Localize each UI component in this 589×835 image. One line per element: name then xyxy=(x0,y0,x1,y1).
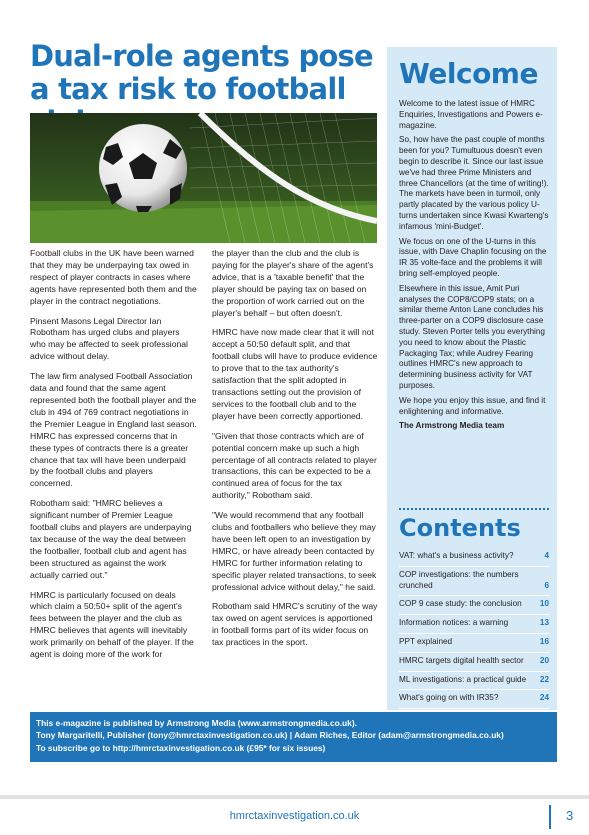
welcome-paragraph: So, how have the past couple of months been for you? Tumultuous doesn't even begin to describe it. Since our last issue we've had three Prime Ministers and three Chancellors (at the time of writing!). The markets have been in turmoil, only partly placated by the various policy U-turns undertaken since Kwasi Kwarteng's infamous 'mini-Budget'. xyxy=(399,135,549,231)
welcome-text xyxy=(399,99,551,436)
footer-site-link[interactable]: hmrctaxinvestigation.co.uk xyxy=(229,810,360,822)
page-number-divider xyxy=(549,805,551,829)
article-paragraph: HMRC have now made clear that it will not accept a 50:50 default split, and that football clubs will have to produce evidence to prove that to the tax authority's satisfaction that the split adopted in transactions setting out the provision of services to the football club and to the player have been correctly apportioned. xyxy=(212,327,378,421)
football-illustration xyxy=(30,113,377,243)
welcome-sidebar xyxy=(387,47,557,710)
page-number: 3 xyxy=(566,808,574,823)
footer-divider xyxy=(0,795,589,799)
contents-item-page: 13 xyxy=(539,618,549,628)
contents-item-page: 22 xyxy=(539,674,549,684)
article-column-2 xyxy=(212,248,379,657)
contents-item-title: COP investigations: the numbers crunched xyxy=(399,569,519,590)
article-paragraph: Robotham said: "HMRC believes a significant number of Premier League football clubs and players are underpaying tax because of the way the deal between the footballer, football club and agent has been structured as against the work actually carried out." xyxy=(30,498,192,580)
contents-item[interactable] xyxy=(399,615,549,634)
contents-item[interactable] xyxy=(399,653,549,672)
contents-item[interactable] xyxy=(399,567,549,597)
contents-item-title: Information notices: a warning xyxy=(399,618,509,628)
article-paragraph: Robotham said HMRC's scrutiny of the way tax owed on agent services is apportioned in football forms part of its wider focus on tax practices in the sport. xyxy=(212,601,378,648)
welcome-signature: The Armstrong Media team xyxy=(399,421,505,431)
dotted-divider xyxy=(399,508,549,510)
contents-item-page: 6 xyxy=(544,580,549,590)
publisher-info-box xyxy=(30,712,557,762)
contents-title: Contents xyxy=(399,514,521,542)
contents-list xyxy=(399,548,549,728)
contents-item-title: HMRC targets digital health sector xyxy=(399,655,524,665)
article-paragraph: Football clubs in the UK have been warned that they may be underpaying tax owed in respect of player contracts in cases where agents have represented both them and the player in the contract negotiations. xyxy=(30,248,197,306)
contents-item-page: 24 xyxy=(539,693,549,703)
contents-item-title: ML investigations: a practical guide xyxy=(399,674,527,684)
article-paragraph: Pinsent Masons Legal Director Ian Robotham has urged clubs and players who may be affected to seek professional advice without delay. xyxy=(30,315,188,362)
contents-item[interactable] xyxy=(399,548,549,567)
article-paragraph: "We would recommend that any football clubs and footballers who believe they may have been left open to an investigation by HMRC, or have already been contacted by HMRC for further information relating to specific player related transactions, to seek professional advice without delay," he said. xyxy=(212,510,377,592)
article-column-1 xyxy=(30,248,197,669)
contents-item-title: PPT explained xyxy=(399,636,453,646)
article-paragraph: "Given that those contracts which are of potential concern make up such a high percentage of all contracts related to player transactions, this can be expected to be a continued area of focus for the tax authority," Robotham said. xyxy=(212,430,377,501)
subscribe-line[interactable]: To subscribe go to http://hmrctaxinvestigation.co.uk (£95* for six issues) xyxy=(36,742,326,753)
contents-item-page: 20 xyxy=(539,655,549,665)
article-paragraph: the player than the club and the club is paying for the player's share of the agent's advice, that is a 'taxable benefit' that the player should be paying tax on based on the proportion of work carried out on the player's behalf – but often doesn't. xyxy=(212,248,374,318)
welcome-paragraph: Elsewhere in this issue, Amit Puri analyses the COP8/COP9 stats; on a similar theme Anton Lane concludes his three-parter on a COP9 disclosure case study. Steven Porter tells you everything you need to know about the Plastic Packaging Tax; while Audrey Fearing outlines HMRC's new approach to determining business activity for VAT purposes. xyxy=(399,283,545,390)
welcome-paragraph: We hope you enjoy this issue, and find it enlightening and informative. xyxy=(399,395,546,416)
article-paragraph: The law firm analysed Football Association data and found that the same agent represented both the football player and the club in 494 of 769 contract negotiations in the Premier League in England last season. HMRC has expressed concerns that in these types of contracts there is a greater chance that tax will have been underpaid by the football clubs and players concerned. xyxy=(30,371,197,489)
contents-item-title: What's going on with IR35? xyxy=(399,693,499,703)
publisher-line: This e-magazine is published by Armstrong Media (www.armstrongmedia.co.uk). xyxy=(36,718,357,728)
contents-item[interactable] xyxy=(399,690,549,709)
contents-item-page: 10 xyxy=(539,599,549,609)
contents-item-page: 16 xyxy=(539,636,549,646)
contents-item[interactable] xyxy=(399,634,549,653)
contents-item[interactable] xyxy=(399,596,549,615)
contents-item-title: VAT: what's a business activity? xyxy=(399,551,514,560)
article-paragraph: HMRC is particularly focused on deals which claim a 50:50+ split of the agent's fees between the player and the club as HMRC believes that agents will inevitably work primarily on behalf of the player. If the agent is doing more of the work for xyxy=(30,589,194,660)
welcome-paragraph: Welcome to the latest issue of HMRC Enquiries, Investigations and Powers e-magazine. xyxy=(399,99,543,130)
welcome-paragraph: We focus on one of the U-turns in this issue, with Dave Chaplin focusing on the IR 35 volte-face and the problems it will bring self-employed people. xyxy=(399,236,547,278)
article-headline: Dual-role agents pose a tax risk to football xyxy=(30,39,373,106)
contents-item-page: 4 xyxy=(544,551,549,560)
football-goal-photo xyxy=(30,113,377,243)
welcome-title: Welcome xyxy=(399,57,538,90)
publisher-contacts: Tony Margaritelli, Publisher (tony@hmrctaxinvestigation.co.uk) | Adam Riches, Editor (adam@armstrongmedia.co.uk) xyxy=(36,730,504,741)
contents-item[interactable] xyxy=(399,672,549,691)
contents-item-title: COP 9 case study: the conclusion xyxy=(399,599,522,609)
